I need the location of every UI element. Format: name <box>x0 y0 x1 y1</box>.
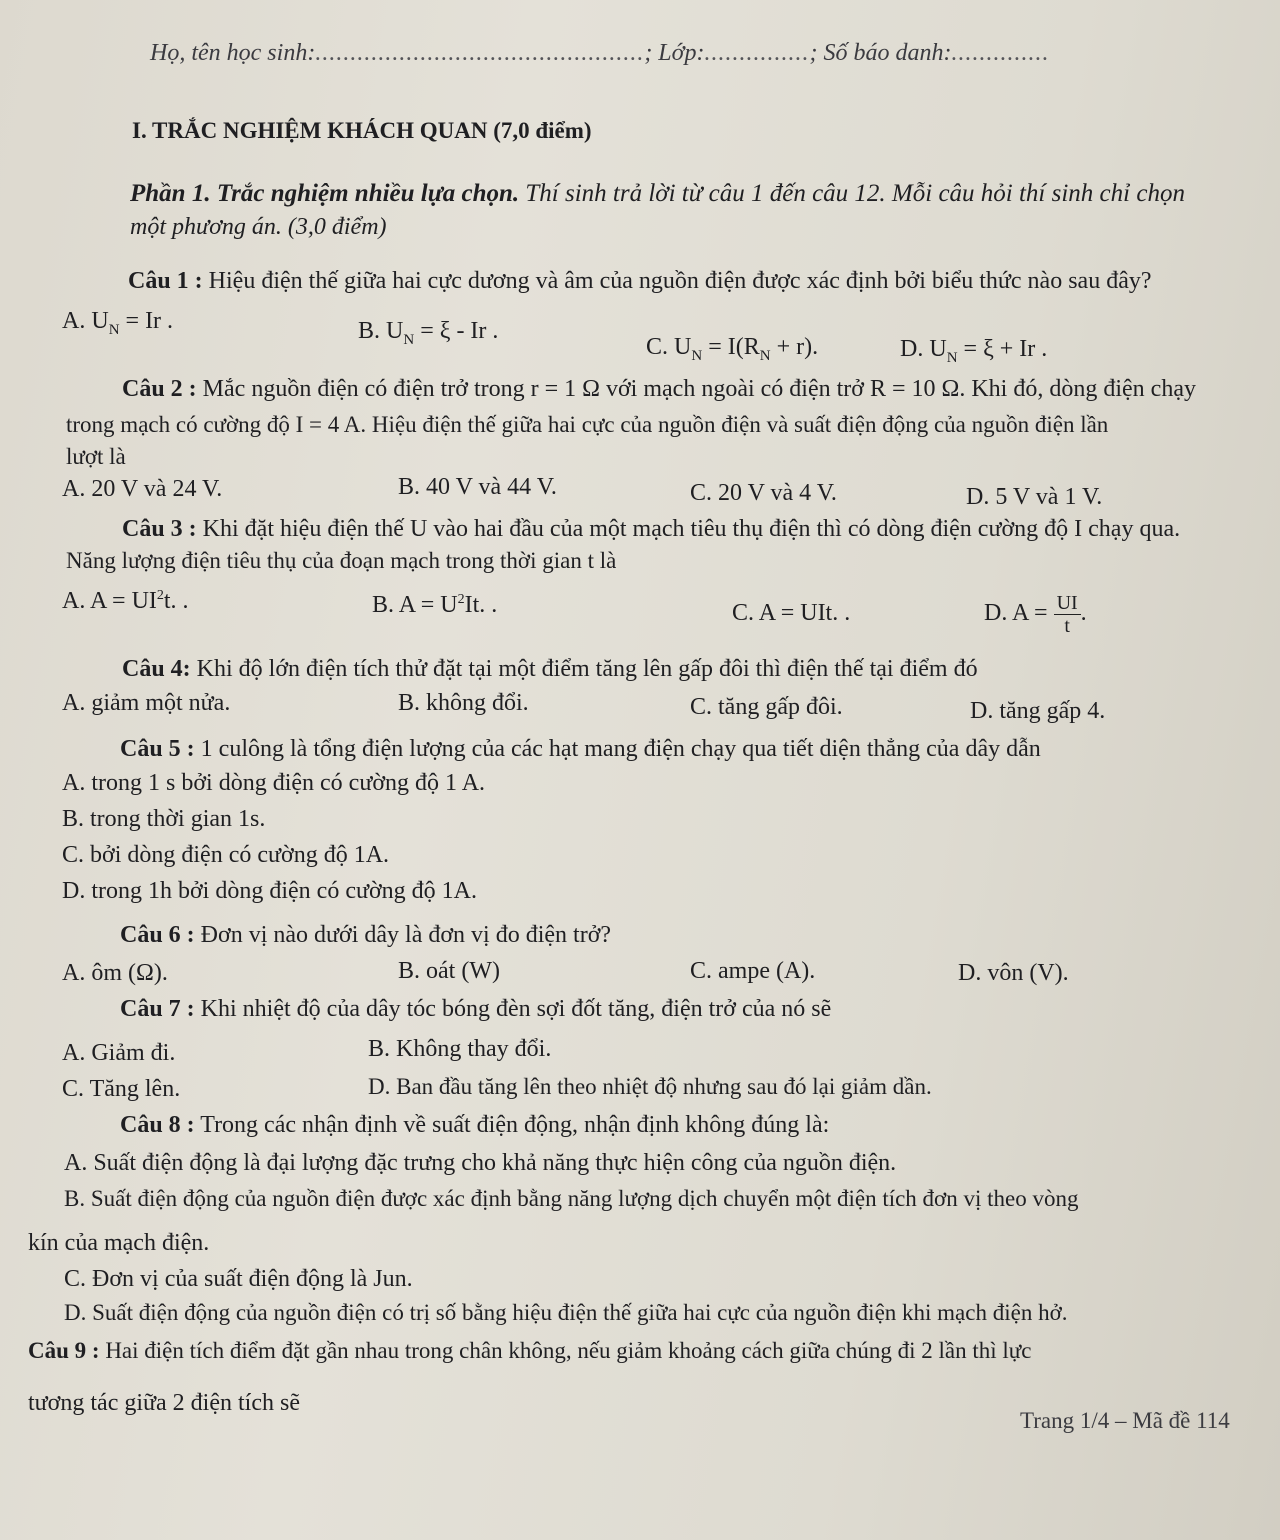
q6-label: Câu 6 : <box>120 922 195 948</box>
q2-stem-3: lượt là <box>66 444 126 469</box>
q9-stem-1 <box>28 1338 1031 1364</box>
q5-option-c: C. bởi dòng điện có cường độ 1A. <box>62 842 390 868</box>
q4-option-a: A. giảm một nửa. <box>62 690 231 716</box>
name-dots: ............................................... <box>315 40 645 66</box>
q1-option-d: D. $U_N = \xi + Ir$ . <box>900 336 1048 366</box>
q6-text: Đơn vị nào dưới dây là đơn vị đo điện trở? <box>200 922 612 948</box>
q7-option-b: B. Không thay đổi. <box>368 1036 552 1062</box>
q1-label: Câu 1 : <box>128 268 203 294</box>
q6-option-a: A. ôm (Ω). <box>62 960 168 986</box>
q3-line1: Khi đặt hiệu điện thế U vào hai đầu của một mạch tiêu thụ điện thì có dòng điện cường độ I chạy qua. <box>202 516 1181 542</box>
q5-text: 1 culông là tổng điện lượng của các hạt mang điện chạy qua tiết diện thẳng của dây dẫn <box>200 736 1041 762</box>
q8-text: Trong các nhận định về suất điện động, nhận định không đúng là: <box>200 1112 830 1138</box>
q4-option-d: D. tăng gấp 4. <box>970 698 1106 724</box>
q2-option-d: D. 5 V và 1 V. <box>966 484 1103 510</box>
q3-option-c: C. A = UIt. . <box>732 600 851 626</box>
q4-option-b: B. không đổi. <box>398 690 529 716</box>
id-dots: .............. <box>951 40 1050 66</box>
part1-instruction-2: một phương án. (3,0 điểm) <box>130 214 387 240</box>
q4-label: Câu 4: <box>122 656 191 682</box>
q6-option-d: D. vôn (V). <box>958 960 1069 986</box>
q1-text: Hiệu điện thế giữa hai cực dương và âm của nguồn điện được xác định bởi biểu thức nào sau đây? <box>208 268 1152 294</box>
q6-option-b: B. oát (W) <box>398 958 500 984</box>
q3-option-d: D. A = $\frac{UI}{t}$ . <box>984 592 1087 637</box>
q5-option-d: D. trong 1h bởi dòng điện có cường độ 1A. <box>62 878 478 904</box>
class-label: ; Lớp: <box>644 40 705 66</box>
q2-option-a: A. 20 V và 24 V. <box>62 476 223 502</box>
q1-option-c: C. $U_N = I(R_N + r)$. <box>646 334 819 364</box>
q3-stem-1 <box>122 516 1180 543</box>
q6-stem <box>120 922 611 949</box>
q2-line1: Mắc nguồn điện có điện trở trong r = 1 Ω với mạch ngoài có điện trở R = 10 Ω. Khi đó, dòng điện chạy <box>202 376 1196 402</box>
q7-stem <box>120 996 831 1023</box>
q2-stem-2: trong mạch có cường độ I = 4 A. Hiệu điện thế giữa hai cực của nguồn điện và suất điện động của nguồn điện lần <box>66 412 1109 437</box>
q9-line1: Hai điện tích điểm đặt gần nhau trong chân không, nếu giảm khoảng cách giữa chúng đi 2 lần thì lực <box>105 1338 1032 1363</box>
part1-instruction: Thí sinh trả lời từ câu 1 đến câu 12. Mỗi câu hỏi thí sinh chỉ chọn <box>525 180 1185 207</box>
q1-stem <box>128 268 1152 295</box>
page-footer: Trang 1/4 – Mã đề 114 <box>1020 1408 1230 1433</box>
header-line <box>150 40 1049 67</box>
q2-stem-1 <box>122 376 1196 403</box>
q5-option-b: B. trong thời gian 1s. <box>62 806 266 832</box>
q8-option-b-2: kín của mạch điện. <box>28 1230 210 1256</box>
part1-title: Phần 1. Trắc nghiệm nhiều lựa chọn. <box>130 180 520 207</box>
q8-label: Câu 8 : <box>120 1112 195 1138</box>
q3-option-a: A. $A = UI^2t$. . <box>62 588 189 614</box>
q1-option-a: A. $U_N = Ir$ . <box>62 308 174 338</box>
q4-option-c: C. tăng gấp đôi. <box>690 694 843 720</box>
q5-label: Câu 5 : <box>120 736 195 762</box>
q4-text: Khi độ lớn điện tích thử đặt tại một điểm tăng lên gấp đôi thì điện thế tại điểm đó <box>196 656 978 682</box>
q7-label: Câu 7 : <box>120 996 195 1022</box>
q7-option-d: D. Ban đầu tăng lên theo nhiệt độ nhưng sau đó lại giảm dần. <box>368 1074 932 1099</box>
q4-stem <box>122 656 978 683</box>
q7-option-a: A. Giảm đi. <box>62 1040 176 1066</box>
q8-option-b-1: B. Suất điện động của nguồn điện được xác định bằng năng lượng dịch chuyển một điện tích đơn vị theo vòng <box>64 1186 1079 1211</box>
q8-option-a: A. Suất điện động là đại lượng đặc trưng cho khả năng thực hiện công của nguồn điện. <box>64 1150 897 1176</box>
q6-option-c: C. ampe (A). <box>690 958 816 984</box>
q9-stem-2: tương tác giữa 2 điện tích sẽ <box>28 1390 300 1416</box>
q5-option-a: A. trong 1 s bởi dòng điện có cường độ 1 A. <box>62 770 486 796</box>
q2-option-b: B. 40 V và 44 V. <box>398 474 557 500</box>
q3-option-b: B. $A = U^2It$. . <box>372 592 498 618</box>
q3-stem-2: Năng lượng điện tiêu thụ của đoạn mạch trong thời gian t là <box>66 548 617 573</box>
q8-option-c: C. Đơn vị của suất điện động là Jun. <box>64 1266 413 1292</box>
q8-stem <box>120 1112 829 1139</box>
q5-stem <box>120 736 1041 763</box>
section-title: I. TRẮC NGHIỆM KHÁCH QUAN (7,0 điểm) <box>132 118 592 143</box>
part1-line1 <box>130 180 1185 208</box>
q8-option-d: D. Suất điện động của nguồn điện có trị số bằng hiệu điện thế giữa hai cực của nguồn điện khi mạch điện hở. <box>64 1300 1068 1325</box>
q9-label: Câu 9 : <box>28 1338 100 1363</box>
class-dots: ............... <box>704 40 810 66</box>
fraction-ui-over-t: $\frac{UI}{t}$ <box>1054 592 1081 637</box>
id-label: ; Số báo danh: <box>809 40 952 66</box>
q1-option-b: B. $U_N = \xi - Ir$ . <box>358 318 499 348</box>
q2-option-c: C. 20 V và 4 V. <box>690 480 837 506</box>
q2-label: Câu 2 : <box>122 376 197 402</box>
name-label: Họ, tên học sinh: <box>150 40 316 66</box>
q7-option-c: C. Tăng lên. <box>62 1076 181 1102</box>
q7-text: Khi nhiệt độ của dây tóc bóng đèn sợi đốt tăng, điện trở của nó sẽ <box>200 996 832 1022</box>
q3-label: Câu 3 : <box>122 516 197 542</box>
